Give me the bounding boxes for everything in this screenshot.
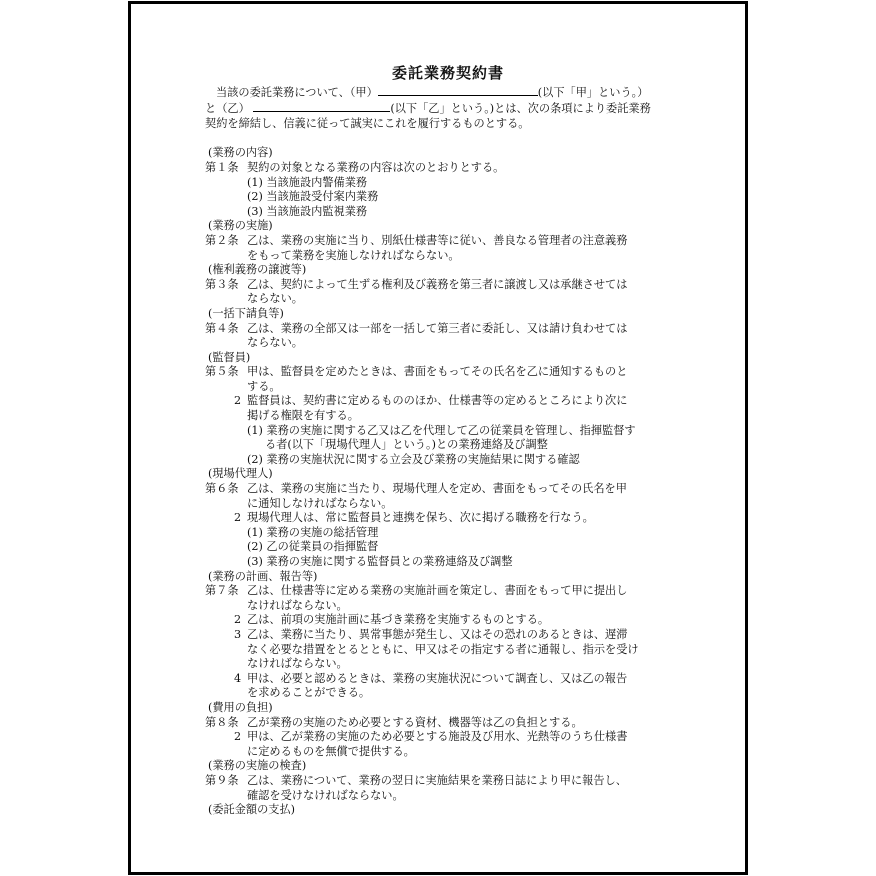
article-number: 第６条	[205, 482, 239, 496]
paragraph-text-continued: なく必要な措置をとるとともに、甲又はその指定する者に通報し、指示を受け	[247, 642, 639, 656]
article-first-line	[205, 365, 685, 380]
paragraph-number: 2	[234, 613, 242, 627]
paragraph-text: 乙は、前項の実施計画に基づき業務を実施するものとする。	[247, 613, 550, 627]
list-item: (1) 当該施設内警備業務	[247, 175, 368, 189]
intro-text: 当該の委託業務について、（甲）	[216, 85, 378, 99]
party-b-blank-field[interactable]	[253, 100, 390, 112]
article-heading: (費用の負担)	[208, 700, 273, 714]
paragraph-number: 2	[234, 511, 242, 525]
paragraph-first-line	[205, 628, 685, 643]
article-first-line	[205, 161, 685, 176]
paragraph-first-line	[205, 394, 685, 409]
article-heading: (業務の計画、報告等)	[208, 569, 318, 583]
article-number: 第３条	[205, 277, 239, 291]
article-first-line	[205, 278, 685, 293]
article-number: 第１条	[205, 160, 239, 174]
paragraph-text: 乙は、業務に当たり、異常事態が発生し、又はその恐れのあるときは、遅滞	[247, 627, 628, 641]
article-text-continued: ならない。	[247, 336, 303, 350]
list-item: (1) 業務の実施の総括管理	[247, 525, 379, 539]
list-item: (3) 当該施設内監視業務	[247, 204, 368, 218]
article-text-continued: する。	[247, 379, 281, 393]
paragraph-first-line	[205, 613, 685, 628]
document-content	[205, 66, 685, 818]
paragraph-first-line	[205, 672, 685, 687]
article-text-continued: ならない。	[247, 292, 303, 306]
list-item: (2) 当該施設受付案内業務	[247, 190, 379, 204]
paragraph-text: 甲は、必要と認めるときは、業務の実施状況について調査し、又は乙の報告	[247, 671, 628, 685]
article-number: 第２条	[205, 233, 239, 247]
intro-text: (以下「甲」という。）	[537, 85, 649, 99]
list-item: (2) 乙の従業員の指揮監督	[247, 540, 379, 554]
article-first-line	[205, 234, 685, 249]
article-number: 第７条	[205, 584, 239, 598]
article-first-line	[205, 716, 685, 731]
list-item: (2) 業務の実施状況に関する立会及び業務の実施結果に関する確認	[247, 452, 580, 466]
paragraph-number: 3	[234, 627, 242, 641]
article-number: 第８条	[205, 715, 239, 729]
article-first-line	[205, 482, 685, 497]
paragraph-first-line	[205, 511, 685, 526]
paragraph-text-continued: に定めるものを無償で提供する。	[247, 744, 415, 758]
article-text: 甲は、監督員を定めたときは、書面をもってその氏名を乙に通知するものと	[247, 365, 628, 379]
article-text: 乙は、業務の全部又は一部を一括して第三者に委託し、又は請け負わせては	[247, 321, 628, 335]
paragraph-text-continued: を求めることができる。	[247, 686, 371, 700]
article-heading: (委託金額の支払)	[208, 803, 296, 817]
list-item: (3) 業務の実施に関する監督員との業務連絡及び調整	[247, 555, 513, 568]
article-first-line	[205, 584, 685, 599]
paragraph-first-line	[205, 730, 685, 745]
article-text: 乙は、仕様書等に定める業務の実施計画を策定し、書面をもって甲に提出し	[247, 584, 628, 598]
intro-text: (以下「乙」という。)とは、次の条項により委託業務	[390, 102, 651, 116]
paragraph-text: 現場代理人は、常に監督員と連携を保ち、次に掲げる職務を行なう。	[247, 511, 594, 525]
paragraph-text: 甲は、乙が業務の実施のため必要とする施設及び用水、光熱等のうち仕様書	[247, 730, 628, 744]
list-item: (1) 業務の実施に関する乙又は乙を代理して乙の従業員を管理し、指揮監督す	[247, 423, 636, 437]
article-heading: (一括下請負等)	[208, 306, 284, 320]
article-text-continued: に通知しなければならない。	[247, 496, 393, 510]
party-a-blank-field[interactable]	[378, 84, 538, 96]
paragraph-number: 4	[234, 671, 242, 685]
article-text: 乙は、業務の実施に当たり、現場代理人を定め、書面をもってその氏名を甲	[247, 482, 627, 496]
article-heading: (業務の内容)	[208, 146, 273, 160]
document-page	[128, 1, 748, 875]
intro-line-1	[205, 84, 685, 101]
article-text: 契約の対象となる業務の内容は次のとおりとする。	[247, 160, 505, 174]
article-heading: (監督員)	[208, 350, 251, 364]
article-text: 乙は、業務の実施に当り、別紙仕様書等に従い、善良なる管理者の注意義務	[247, 233, 628, 247]
article-text: 乙は、契約によって生ずる権利及び義務を第三者に譲渡し又は承継させては	[247, 277, 628, 291]
paragraph-number: 2	[234, 730, 242, 744]
article-text: 乙は、業務について、業務の翌日に実施結果を業務日誌により甲に報告し、	[247, 773, 627, 787]
intro-text: と（乙）	[205, 102, 250, 116]
intro-line-2	[205, 100, 685, 117]
article-heading: (業務の実施)	[208, 219, 273, 233]
paragraph-text-continued: 掲げる権限を有する。	[247, 409, 359, 423]
intro-line-3: 契約を締結し、信義に従って誠実にこれを履行するものとする。	[205, 116, 530, 130]
article-first-line	[205, 774, 685, 789]
article-heading: (権利義務の譲渡等)	[208, 263, 307, 277]
article-text: 乙が業務の実施のため必要とする資材、機器等は乙の負担とする。	[247, 715, 583, 729]
article-number: 第９条	[205, 773, 239, 787]
article-text-continued: 確認を受けなければならない。	[247, 788, 404, 802]
article-number: 第４条	[205, 321, 239, 335]
article-text-continued: をもって業務を実施しなければならない。	[247, 248, 460, 262]
article-heading: (業務の実施の検査)	[208, 759, 307, 773]
article-text-continued: なければならない。	[247, 598, 348, 612]
article-number: 第５条	[205, 365, 239, 379]
document-title: 委託業務契約書	[391, 64, 504, 82]
article-heading: (現場代理人)	[208, 467, 273, 481]
articles-list	[205, 146, 685, 803]
paragraph-text-continued: なければならない。	[247, 657, 348, 671]
article-first-line	[205, 322, 685, 337]
list-item: る者(以下「現場代理人」という。)との業務連絡及び調整	[265, 438, 548, 452]
paragraph-text: 監督員は、契約書に定めるもののほか、仕様書等の定めるところにより次に	[247, 394, 628, 408]
paragraph-number: 2	[234, 394, 242, 408]
